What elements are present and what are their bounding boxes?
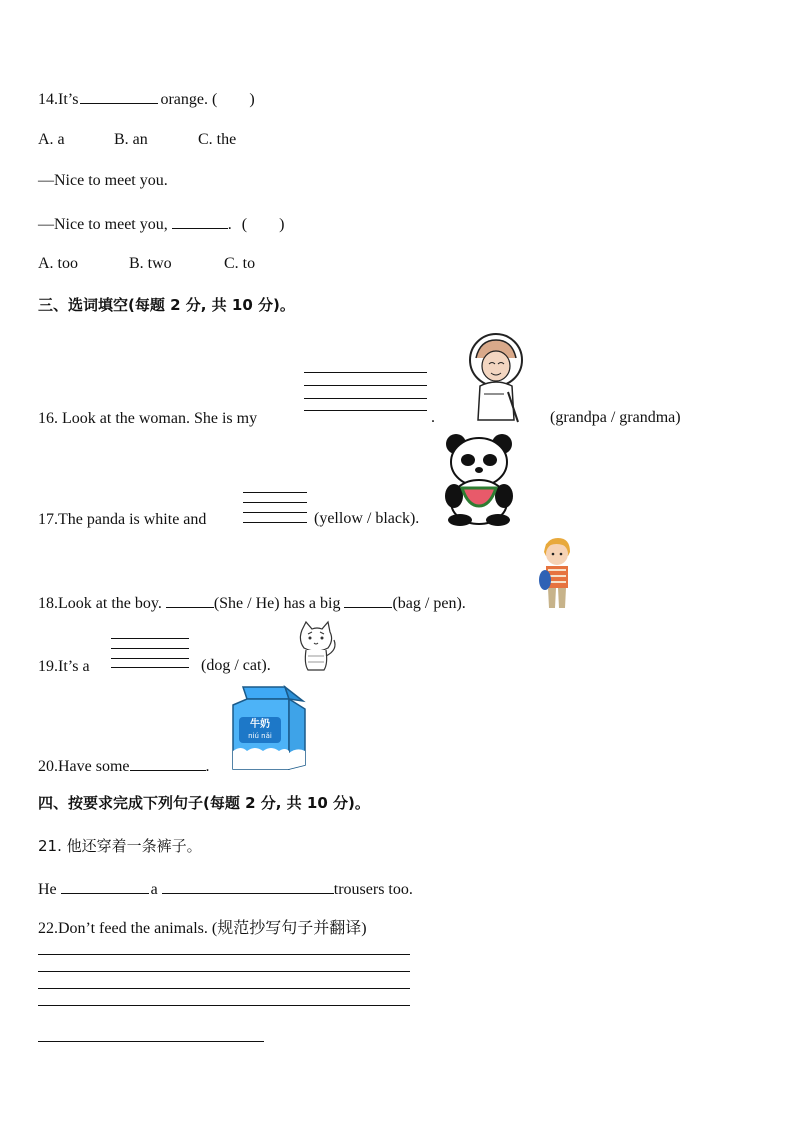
q19-writing-lines[interactable] (111, 638, 189, 670)
q18-blank-1[interactable] (166, 592, 214, 608)
milk-label-cn: 牛奶 (250, 719, 270, 730)
q15-line1: —Nice to meet you. (38, 172, 168, 189)
q14-options (38, 130, 236, 150)
q15-options (38, 254, 255, 274)
q17-choices: (yellow / black). (314, 510, 420, 527)
q20-text: 20.Have some (38, 758, 130, 775)
grandma-image (460, 328, 532, 424)
q15-period: . (227, 216, 232, 233)
q16-period: . (431, 409, 435, 426)
q22-copy-line-3[interactable] (38, 988, 410, 989)
q18-text-c: (bag / pen). (392, 595, 466, 612)
q14-suffix: orange. (160, 91, 208, 108)
q16-writing-lines[interactable] (304, 372, 427, 418)
q14-option-c[interactable]: C. the (198, 131, 237, 148)
q14-blank[interactable] (80, 88, 158, 104)
q22-translation-line[interactable] (38, 1041, 264, 1042)
q18-text-b: (She / He) has a big (213, 595, 341, 612)
q15-option-c[interactable]: C. to (224, 255, 256, 272)
boy-image (536, 536, 576, 610)
q16-choices: (grandpa / grandma) (550, 409, 681, 426)
q22-text: 22.Don’t feed the animals. (规范抄写句子并翻译) (38, 920, 367, 937)
question-21 (38, 878, 413, 900)
q17-writing-lines[interactable] (243, 492, 307, 524)
q20-period: . (205, 758, 210, 775)
question-15 (38, 213, 284, 235)
q14-option-b[interactable]: B. an (114, 131, 148, 148)
q15-prefix: —Nice to meet you, (38, 216, 168, 233)
section-4-title: 四、按要求完成下列句子(每题 2 分, 共 10 分)。 (38, 794, 370, 812)
q21-tail: trousers too. (333, 881, 413, 898)
q22-copy-line-2[interactable] (38, 971, 410, 972)
milk-carton-image (229, 685, 309, 773)
q22-copy-line-1[interactable] (38, 954, 410, 955)
section-3-title: 三、选词填空(每题 2 分, 共 10 分)。 (38, 296, 295, 314)
q20-blank[interactable] (130, 755, 206, 771)
q21-he: He (38, 881, 57, 898)
q21-blank-2[interactable] (162, 878, 334, 894)
q15-blank[interactable] (172, 213, 228, 229)
q21-blank-1[interactable] (61, 878, 149, 894)
q18-text-a: 18.Look at the boy. (38, 595, 162, 612)
milk-label-pinyin: niú nǎi (248, 732, 272, 740)
q17-text: 17.The panda is white and (38, 511, 207, 528)
question-14 (38, 88, 255, 110)
q15-option-a[interactable]: A. too (38, 255, 78, 272)
panda-image (442, 430, 516, 526)
q18-blank-2[interactable] (344, 592, 392, 608)
q21-a: a (150, 881, 158, 898)
q15-option-b[interactable]: B. two (129, 255, 172, 272)
question-18 (38, 592, 466, 614)
q22-copy-line-4[interactable] (38, 1005, 410, 1006)
q14-answer-paren[interactable]: ( ) (211, 91, 255, 108)
q15-answer-paren[interactable]: ( ) (241, 216, 285, 233)
q14-prefix: 14.It’s (38, 91, 79, 108)
q21-prompt: 21. 他还穿着一条裤子。 (38, 837, 202, 855)
question-20 (38, 755, 210, 777)
q19-choices: (dog / cat). (201, 657, 271, 674)
q14-option-a[interactable]: A. a (38, 131, 65, 148)
q19-text: 19.It’s a (38, 658, 90, 675)
cat-image (294, 620, 340, 674)
q16-text: 16. Look at the woman. She is my (38, 410, 258, 427)
